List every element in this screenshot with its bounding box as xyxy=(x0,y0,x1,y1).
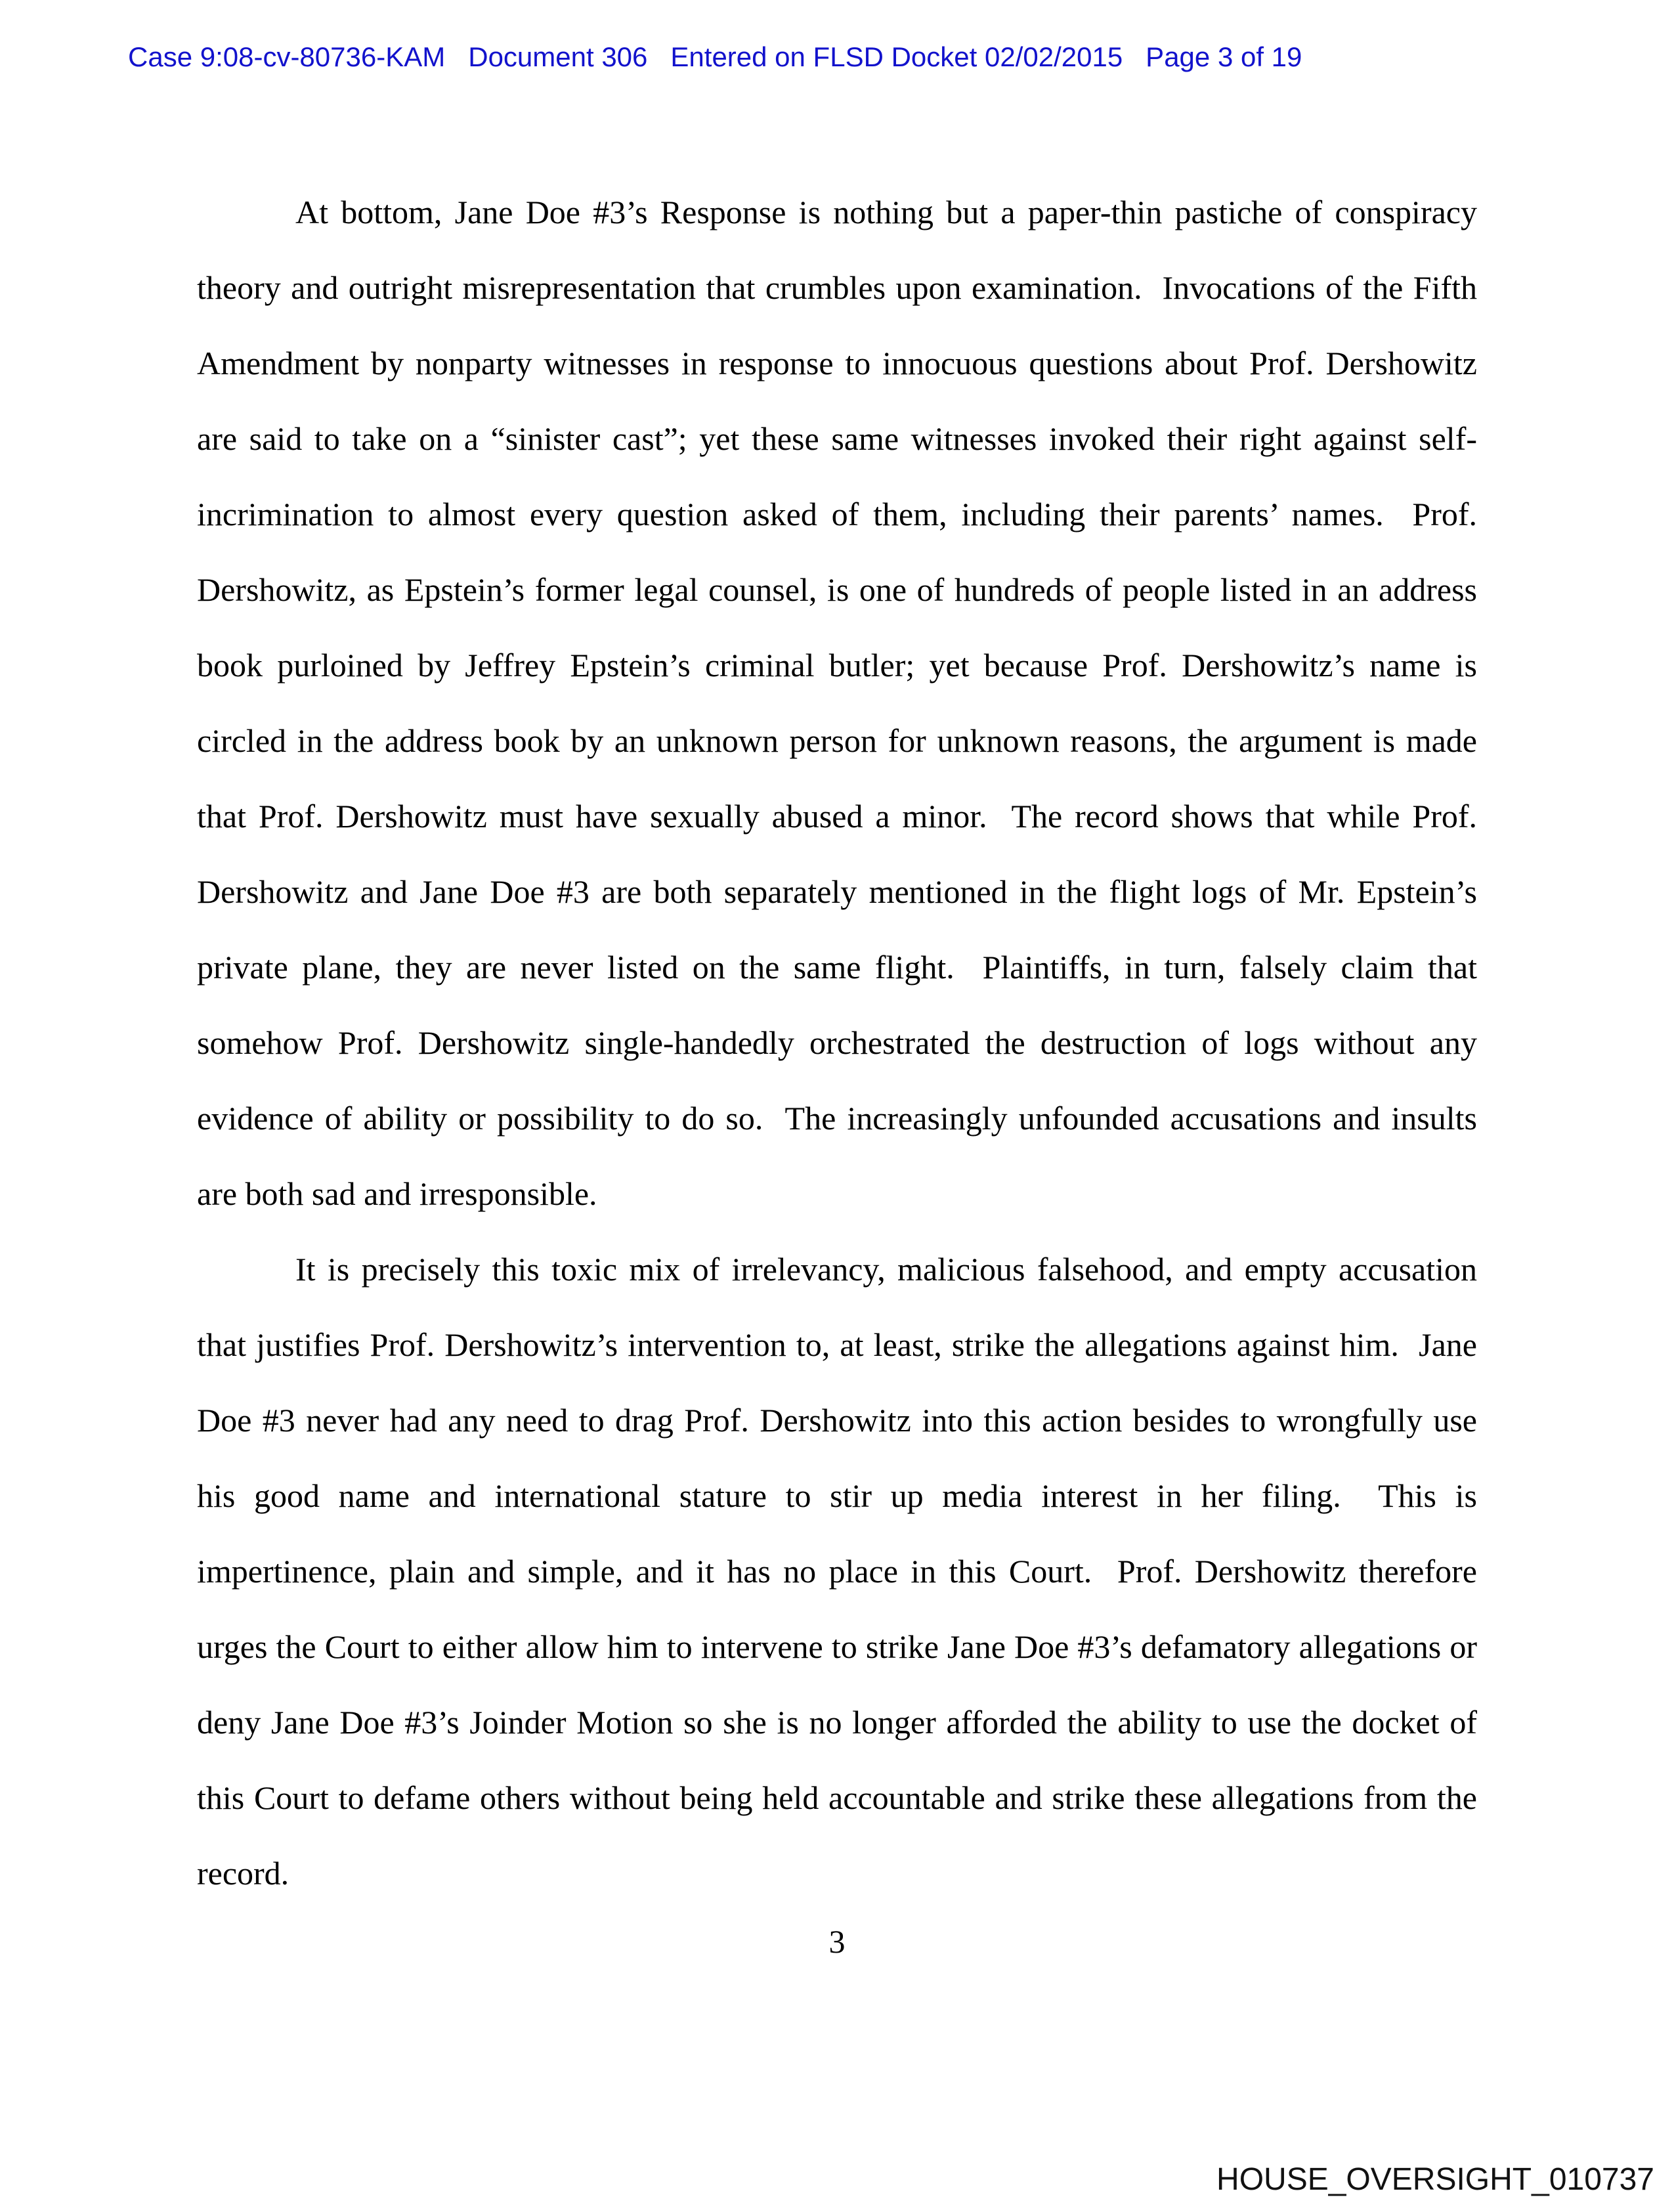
page-number: 3 xyxy=(828,1923,846,1960)
bates-number: HOUSE_OVERSIGHT_010737 xyxy=(1216,2162,1654,2197)
paragraph: It is precisely this toxic mix of irrelevancy, malicious falsehood, and empty accusation that justifies Prof. Dershowitz’s intervention to, at least, strike the allegations against him. Jane Doe #3 never had any need to drag Prof. Dershowitz into this action besides to wrongfully use his good name and international stature to stir up media interest in her filing. This is impertinence, plain and simple, and it has no place in this Court. Prof. Dershowitz therefore urges the Court to either allow him to intervene to strike Jane Doe #3’s defamatory allegations or deny Jane Doe #3’s Joinder Motion so she is no longer afforded the ability to use the docket of this Court to defame others without being held accountable and strike these allegations from the record. xyxy=(197,1251,1486,1892)
document-body xyxy=(197,175,1486,1911)
court-docket-header-stamp: Case 9:08-cv-80736-KAM Document 306 Entered on FLSD Docket 02/02/2015 Page 3 of 19 xyxy=(128,41,1302,72)
paragraph: At bottom, Jane Doe #3’s Response is nothing but a paper-thin pastiche of conspiracy theory and outright misrepresentation that crumbles upon examination. Invocations of the Fifth Amendment by nonparty witnesses in response to innocuous questions about Prof. Dershowitz are said to take on a “sinister cast”; yet these same witnesses invoked their right against self-incrimination to almost every question asked of them, including their parents’ names. Prof. Dershowitz, as Epstein’s former legal counsel, is one of hundreds of people listed in an address book purloined by Jeffrey Epstein’s criminal butler; yet because Prof. Dershowitz’s name is circled in the address book by an unknown person for unknown reasons, the argument is made that Prof. Dershowitz must have sexually abused a minor. The record shows that while Prof. Dershowitz and Jane Doe #3 are both separately mentioned in the flight logs of Mr. Epstein’s private plane, they are never listed on the same flight. Plaintiffs, in turn, falsely claim that somehow Prof. Dershowitz single-handedly orchestrated the destruction of logs without any evidence of ability or possibility to do so. The increasingly unfounded accusations and insults are both sad and irresponsible. xyxy=(197,194,1486,1212)
